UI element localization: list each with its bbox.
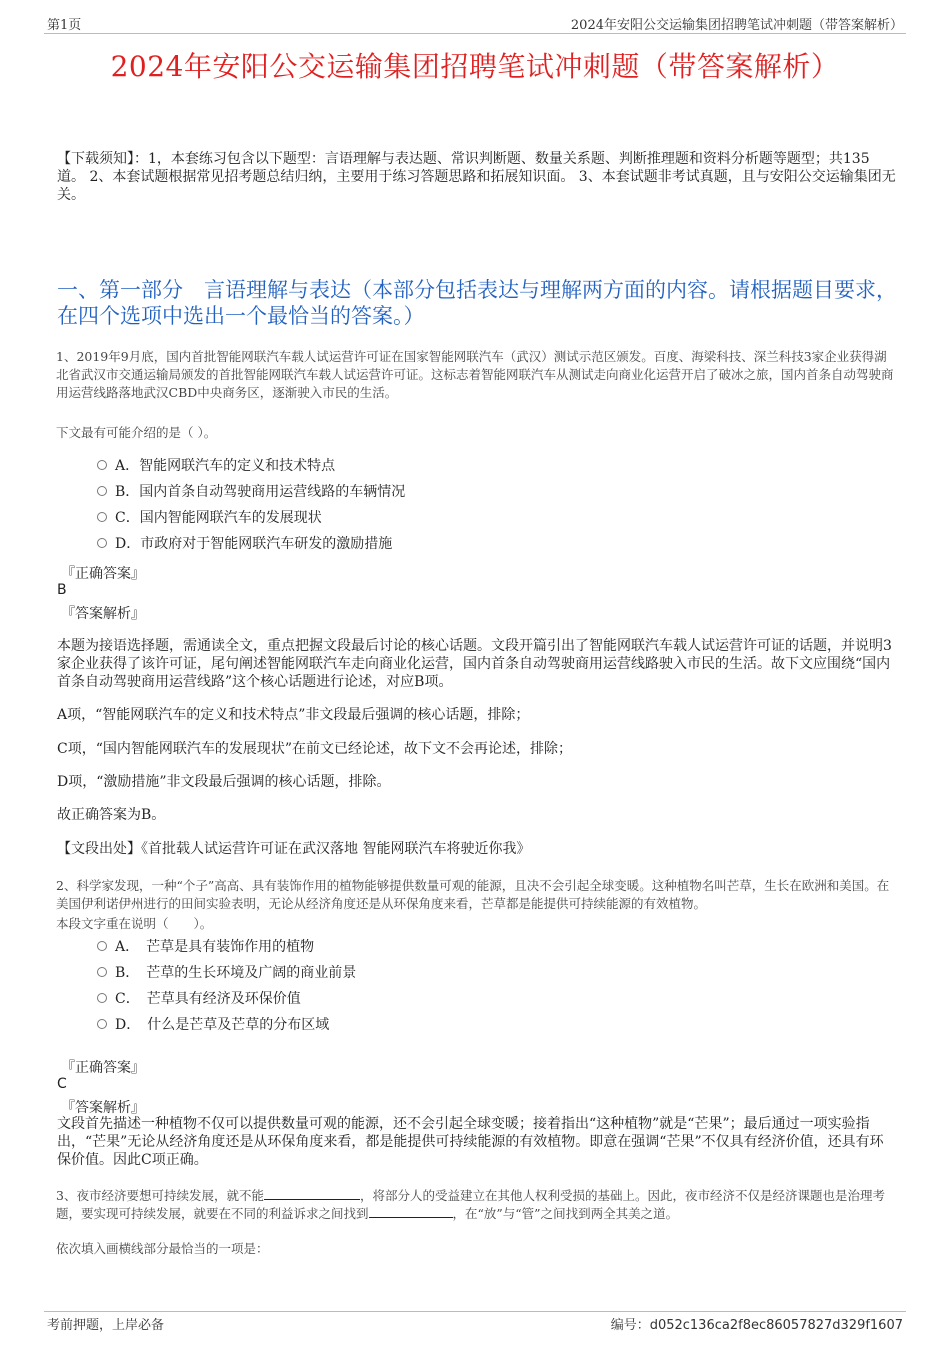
footer-doc-code [611,1314,903,1333]
radio-icon[interactable] [97,1019,107,1029]
q1-option-c[interactable] [97,509,322,527]
q2-option-b[interactable] [97,964,356,982]
radio-icon[interactable] [97,941,107,951]
option-label: D．市政府对于智能网联汽车研发的激励措施 [115,536,393,552]
q1-analysis-a: A项，“智能网联汽车的定义和技术特点”非文段最后强调的核心话题，排除； [57,707,530,723]
q1-option-a[interactable] [97,457,335,475]
q3-stem-part2: ，将部分人的受益建立在其他人权利受损的基础上。因此，夜市经济不仅是经济课题也是治理考题，要实现可持续发展，就要在不同的利益诉求之间找到 [56,1188,885,1221]
option-label: C．国内智能网联汽车的发展现状 [115,510,322,526]
option-label: A． 芒草是具有装饰作用的植物 [115,939,315,955]
radio-icon[interactable] [97,967,107,977]
option-label: A．智能网联汽车的定义和技术特点 [115,458,336,474]
q1-option-b[interactable] [97,483,405,501]
q3-blank-1[interactable] [264,1187,360,1200]
footer-code-label: 编号： [610,1318,650,1333]
download-notice: 【下载须知】：1，本套练习包含以下题型：言语理解与表达题、常识判断题、数量关系题、判断推理题和资料分析题等题型；共135道。 2、本套试题根据常见招考题总结归纳，主要用于练习答题思路和拓展知识面。 3、本套试题非考试真题，且与安阳公交运输集团无关。 [57,151,896,203]
q1-stem: 1、2019年9月底，国内首批智能网联汽车载人试运营许可证在国家智能网联汽车（武汉）测试示范区颁发。百度、海梁科技、深兰科技3家企业获得湖北省武汉市交通运输局颁发的首批智能网联汽车载人试运营许可证。这标志着智能网联汽车从测试走向商业化运营开启了破冰之旅，国内首条自动驾驶商用运营线路落地武汉CBD中央商务区，逐渐驶入市民的生活。 [56,349,894,400]
option-label: D． 什么是芒草及芒草的分布区域 [115,1017,330,1033]
radio-icon[interactable] [97,512,107,522]
q2-answer-label: 『正确答案』 [61,1060,145,1076]
q3-prompt: 依次填入画横线部分最恰当的一项是： [56,1241,269,1256]
q1-prompt: 下文最有可能介绍的是（ ）。 [56,425,217,440]
q3-stem-part1: 3、夜市经济要想可持续发展，就不能 [56,1188,264,1203]
option-label: C． 芒草具有经济及环保价值 [115,991,301,1007]
q3-stem-part3: ，在“放”与“管”之间找到两全其美之道。 [452,1206,679,1221]
option-label: B． 芒草的生长环境及广阔的商业前景 [115,965,357,981]
q1-answer-label: 『正确答案』 [61,566,145,582]
option-label: B．国内首条自动驾驶商用运营线路的车辆情况 [115,484,406,500]
radio-icon[interactable] [97,538,107,548]
footer-code: d052c136ca2f8ec86057827d329f1607 [649,1318,903,1333]
q1-option-d[interactable] [97,535,392,553]
radio-icon[interactable] [97,486,107,496]
q2-option-c[interactable] [97,990,301,1008]
q2-stem: 2、科学家发现，一种“个子”高高、具有装饰作用的植物能够提供数量可观的能源，且决不会引起全球变暖。这种植物名叫芒草，生长在欧洲和美国。在美国伊利诺伊州进行的田间实验表明，无论从经济角度还是从环保角度来看，芒草都是能提供可持续能源的有效植物。 [56,878,890,911]
q2-option-d[interactable] [97,1016,329,1034]
page-number: 第1页 [47,18,82,33]
q1-analysis-c: C项，“国内智能网联汽车的发展现状”在前文已经论述，故下文不会再论述，排除； [57,741,573,757]
header-divider [44,33,906,34]
footer-divider [44,1311,906,1312]
footer-slogan: 考前押题，上岸必备 [47,1318,165,1333]
q2-analysis: 文段首先描述一种植物不仅可以提供数量可观的能源，还不会引起全球变暖；接着指出“这种植物”就是“芒果”；最后通过一项实验指出，“芒果”无论从经济角度还是从环保角度来看，都是能提供可持续能源的有效植物。即意在强调“芒果”不仅具有经济价值，还具有环保价值。因此C项正确。 [57,1116,884,1168]
radio-icon[interactable] [97,460,107,470]
q1-answer: B [57,582,67,598]
section-heading: 一、第一部分 言语理解与表达（本部分包括表达与理解两方面的内容。请根据题目要求，在四个选项中选出一个最恰当的答案。） [57,278,897,328]
q1-analysis-label: 『答案解析』 [61,606,145,622]
q2-option-a[interactable] [97,938,314,956]
q3-stem [56,1187,896,1223]
q3-blank-2[interactable] [369,1205,453,1218]
q2-answer: C [57,1076,67,1092]
q1-source: 【文段出处】《首批载人试运营许可证在武汉落地 智能网联汽车将驶近你我》 [57,841,531,857]
q1-conclusion: 故正确答案为B。 [57,807,166,823]
page-title: 2024年安阳公交运输集团招聘笔试冲刺题（带答案解析） [110,50,840,83]
q2-prompt: 本段文字重在说明（ ）。 [56,916,213,931]
q1-analysis-d: D项，“激励措施”非文段最后强调的核心话题，排除。 [57,774,391,790]
q1-analysis: 本题为接语选择题，需通读全文，重点把握文段最后讨论的核心话题。文段开篇引出了智能网联汽车载人试运营许可证的话题，并说明3家企业获得了该许可证，尾句阐述智能网联汽车走向商业化运营，国内首条自动驾驶商用运营线路驶入市民的生活。故下文应围绕“国内首条自动驾驶商用运营线路”这个核心话题进行论述，对应B项。 [57,638,892,690]
header-doc-title: 2024年安阳公交运输集团招聘笔试冲刺题（带答案解析） [570,18,903,33]
q2-analysis-label: 『答案解析』 [61,1100,145,1116]
radio-icon[interactable] [97,993,107,1003]
